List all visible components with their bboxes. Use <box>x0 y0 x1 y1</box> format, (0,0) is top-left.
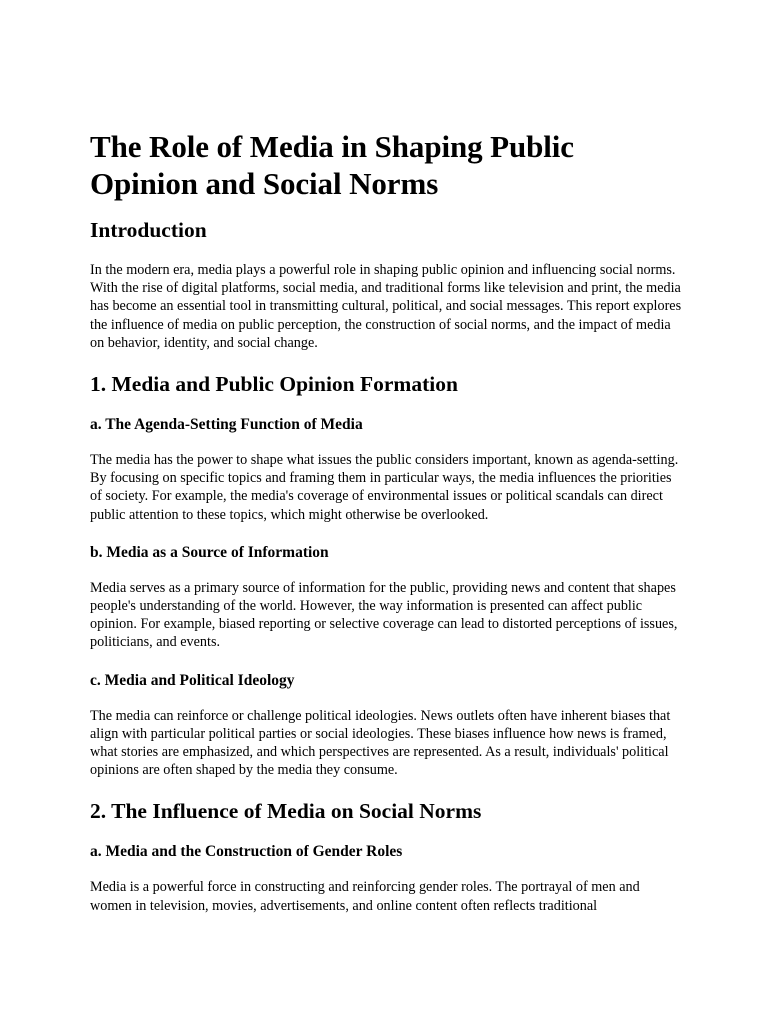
section-1c-heading: c. Media and Political Ideology <box>90 671 295 689</box>
section-2-heading: 2. The Influence of Media on Social Norms <box>90 799 482 824</box>
document-title: The Role of Media in Shaping Public Opinion and Social Norms <box>90 129 574 201</box>
section-1a-heading: a. The Agenda-Setting Function of Media <box>90 416 363 434</box>
section-1c-paragraph: The media can reinforce or challenge political ideologies. News outlets often have inherent biases that align with particular political parties or social ideologies. These biases influence how news is framed, what stories are emphasized, and which perspectives are represented. As a result, individuals' political opinions are often shaped by the media they consume. <box>90 707 671 779</box>
section-1b-paragraph: Media serves as a primary source of information for the public, providing news and content that shapes people's understanding of the world. However, the way information is presented can affect public opinion. For example, biased reporting or selective coverage can lead to distorted perceptions of issues, politicians, and events. <box>90 579 678 651</box>
intro-paragraph: In the modern era, media plays a powerful role in shaping public opinion and influencing social norms. With the rise of digital platforms, social media, and traditional forms like television and print, the media has become an essential tool in transmitting cultural, political, and social messages. This report explores the influence of media on public perception, the construction of social norms, and the impact of media on behavior, identity, and social change. <box>90 262 682 351</box>
section-1b-heading: b. Media as a Source of Information <box>90 543 329 561</box>
intro-heading: Introduction <box>90 218 207 242</box>
document-page <box>90 128 682 934</box>
section-1a-paragraph: The media has the power to shape what issues the public considers important, known as agenda-setting. By focusing on specific topics and framing them in particular ways, the media influences the priorities of society. For example, the media's coverage of environmental issues or political scandals can direct public attention to these topics, which might otherwise be overlooked. <box>90 452 679 523</box>
section-1-heading: 1. Media and Public Opinion Formation <box>90 372 458 397</box>
section-2a-paragraph: Media is a powerful force in constructing and reinforcing gender roles. The portrayal of men and women in television, movies, advertisements, and online content often reflects traditional <box>90 879 640 914</box>
section-2a-heading: a. Media and the Construction of Gender Roles <box>90 843 403 861</box>
